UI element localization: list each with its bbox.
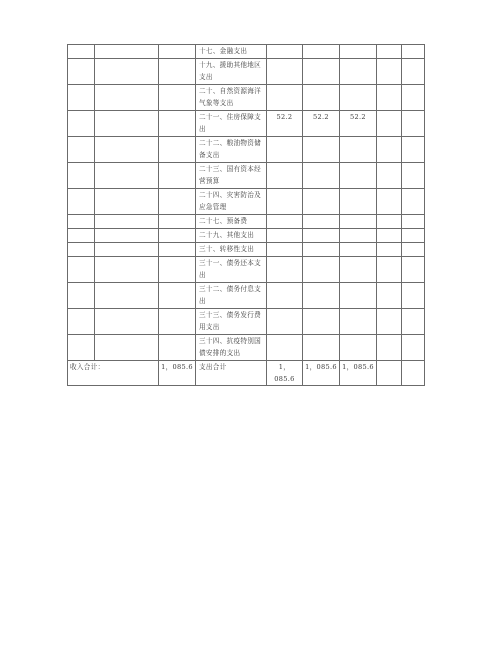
expense-value-3 bbox=[340, 283, 377, 309]
table-row bbox=[68, 309, 425, 335]
expense-value-2 bbox=[303, 283, 340, 309]
income-detail-cell bbox=[95, 215, 159, 229]
expense-item-label: 二十一、住房保障支出 bbox=[196, 111, 267, 137]
expense-value-1 bbox=[267, 283, 303, 309]
expense-value-3 bbox=[340, 85, 377, 111]
expense-item-label: 三十二、债务付息支出 bbox=[196, 283, 267, 309]
expense-value-1 bbox=[267, 309, 303, 335]
income-amount-cell bbox=[159, 45, 196, 59]
expense-value-3 bbox=[340, 215, 377, 229]
empty-cell bbox=[402, 283, 425, 309]
table-row bbox=[68, 163, 425, 189]
income-amount-cell bbox=[159, 257, 196, 283]
expense-value-1 bbox=[267, 215, 303, 229]
empty-cell bbox=[377, 85, 402, 111]
expense-value-2 bbox=[303, 243, 340, 257]
expense-total-value-1: 1，085.6 bbox=[267, 361, 303, 386]
table-row bbox=[68, 85, 425, 111]
table-row bbox=[68, 229, 425, 243]
income-amount-cell bbox=[159, 229, 196, 243]
empty-cell bbox=[377, 59, 402, 85]
expense-value-1 bbox=[267, 243, 303, 257]
table-row bbox=[68, 243, 425, 257]
expense-value-1 bbox=[267, 59, 303, 85]
expense-value-2 bbox=[303, 189, 340, 215]
empty-cell bbox=[402, 59, 425, 85]
income-total-label: 收入合计： bbox=[68, 361, 159, 386]
expense-value-2 bbox=[303, 163, 340, 189]
income-item-cell bbox=[68, 45, 95, 59]
expense-value-3 bbox=[340, 189, 377, 215]
income-detail-cell bbox=[95, 229, 159, 243]
table-row bbox=[68, 283, 425, 309]
expense-item-label: 三十三、债务发行费用支出 bbox=[196, 309, 267, 335]
expense-value-2: 52.2 bbox=[303, 111, 340, 137]
table-row bbox=[68, 257, 425, 283]
expense-item-label: 二十二、粮油物资储备支出 bbox=[196, 137, 267, 163]
income-amount-cell bbox=[159, 163, 196, 189]
income-item-cell bbox=[68, 335, 95, 361]
expense-value-3: 52.2 bbox=[340, 111, 377, 137]
expense-total-value-3: 1，085.6 bbox=[340, 361, 377, 386]
empty-cell bbox=[402, 309, 425, 335]
table-row bbox=[68, 59, 425, 85]
expense-value-2 bbox=[303, 257, 340, 283]
expense-value-3 bbox=[340, 59, 377, 85]
expense-value-2 bbox=[303, 229, 340, 243]
income-amount-cell bbox=[159, 215, 196, 229]
table-body bbox=[68, 45, 425, 386]
income-item-cell bbox=[68, 229, 95, 243]
expense-value-2 bbox=[303, 59, 340, 85]
income-amount-cell bbox=[159, 335, 196, 361]
income-amount-cell bbox=[159, 137, 196, 163]
expense-value-1 bbox=[267, 229, 303, 243]
empty-cell bbox=[377, 335, 402, 361]
empty-cell bbox=[377, 189, 402, 215]
income-amount-cell bbox=[159, 309, 196, 335]
income-detail-cell bbox=[95, 189, 159, 215]
empty-cell bbox=[402, 111, 425, 137]
total-row bbox=[68, 361, 425, 386]
table-row bbox=[68, 215, 425, 229]
expense-value-2 bbox=[303, 137, 340, 163]
expense-value-1 bbox=[267, 45, 303, 59]
income-detail-cell bbox=[95, 111, 159, 137]
income-detail-cell bbox=[95, 309, 159, 335]
income-detail-cell bbox=[95, 243, 159, 257]
empty-cell bbox=[377, 45, 402, 59]
empty-cell bbox=[377, 163, 402, 189]
income-detail-cell bbox=[95, 335, 159, 361]
expense-value-1: 52.2 bbox=[267, 111, 303, 137]
income-total-value: 1，085.6 bbox=[159, 361, 196, 386]
expense-value-1 bbox=[267, 189, 303, 215]
income-detail-cell bbox=[95, 163, 159, 189]
empty-cell bbox=[377, 309, 402, 335]
income-item-cell bbox=[68, 163, 95, 189]
expense-value-1 bbox=[267, 137, 303, 163]
expense-item-label: 二十七、预备费 bbox=[196, 215, 267, 229]
expense-value-1 bbox=[267, 85, 303, 111]
expense-value-3 bbox=[340, 137, 377, 163]
empty-cell bbox=[377, 111, 402, 137]
expense-value-3 bbox=[340, 309, 377, 335]
empty-cell bbox=[377, 243, 402, 257]
income-item-cell bbox=[68, 309, 95, 335]
income-item-cell bbox=[68, 189, 95, 215]
table-row bbox=[68, 111, 425, 137]
budget-table bbox=[67, 44, 425, 386]
expense-value-1 bbox=[267, 163, 303, 189]
empty-cell bbox=[377, 229, 402, 243]
table-row bbox=[68, 137, 425, 163]
expense-item-label: 二十三、国有资本经营预算 bbox=[196, 163, 267, 189]
income-amount-cell bbox=[159, 59, 196, 85]
empty-cell bbox=[402, 335, 425, 361]
income-detail-cell bbox=[95, 59, 159, 85]
empty-cell bbox=[377, 283, 402, 309]
expense-item-label: 二十九、其他支出 bbox=[196, 229, 267, 243]
expense-value-3 bbox=[340, 335, 377, 361]
empty-cell bbox=[402, 361, 425, 386]
empty-cell bbox=[402, 45, 425, 59]
empty-cell bbox=[377, 257, 402, 283]
income-amount-cell bbox=[159, 85, 196, 111]
income-item-cell bbox=[68, 111, 95, 137]
expense-total-value-2: 1，085.6 bbox=[303, 361, 340, 386]
income-detail-cell bbox=[95, 283, 159, 309]
income-amount-cell bbox=[159, 243, 196, 257]
income-detail-cell bbox=[95, 45, 159, 59]
expense-value-3 bbox=[340, 229, 377, 243]
income-item-cell bbox=[68, 59, 95, 85]
expense-value-2 bbox=[303, 85, 340, 111]
empty-cell bbox=[377, 137, 402, 163]
income-item-cell bbox=[68, 85, 95, 111]
income-item-cell bbox=[68, 137, 95, 163]
expense-value-3 bbox=[340, 45, 377, 59]
expense-value-3 bbox=[340, 257, 377, 283]
empty-cell bbox=[402, 257, 425, 283]
empty-cell bbox=[377, 215, 402, 229]
income-item-cell bbox=[68, 283, 95, 309]
expense-value-2 bbox=[303, 335, 340, 361]
income-amount-cell bbox=[159, 111, 196, 137]
empty-cell bbox=[402, 137, 425, 163]
expense-item-label: 二十、自然资源海洋气象等支出 bbox=[196, 85, 267, 111]
empty-cell bbox=[402, 243, 425, 257]
table-row bbox=[68, 45, 425, 59]
expense-value-1 bbox=[267, 257, 303, 283]
empty-cell bbox=[402, 85, 425, 111]
expense-item-label: 十七、金融支出 bbox=[196, 45, 267, 59]
expense-value-1 bbox=[267, 335, 303, 361]
income-item-cell bbox=[68, 257, 95, 283]
income-item-cell bbox=[68, 243, 95, 257]
income-detail-cell bbox=[95, 137, 159, 163]
expense-item-label: 三十四、抗疫特别国债安排的支出 bbox=[196, 335, 267, 361]
expense-total-label: 支出合计 bbox=[196, 361, 267, 386]
expense-value-2 bbox=[303, 309, 340, 335]
table-row bbox=[68, 189, 425, 215]
expense-value-3 bbox=[340, 243, 377, 257]
income-amount-cell bbox=[159, 283, 196, 309]
expense-item-label: 三十、转移性支出 bbox=[196, 243, 267, 257]
expense-value-3 bbox=[340, 163, 377, 189]
table-row bbox=[68, 335, 425, 361]
expense-item-label: 三十一、债务还本支出 bbox=[196, 257, 267, 283]
empty-cell bbox=[402, 163, 425, 189]
expense-value-2 bbox=[303, 215, 340, 229]
empty-cell bbox=[402, 189, 425, 215]
income-amount-cell bbox=[159, 189, 196, 215]
empty-cell bbox=[377, 361, 402, 386]
income-item-cell bbox=[68, 215, 95, 229]
expense-value-2 bbox=[303, 45, 340, 59]
expense-item-label: 二十四、灾害防治及应急管理 bbox=[196, 189, 267, 215]
income-detail-cell bbox=[95, 257, 159, 283]
expense-item-label: 十九、援助其他地区支出 bbox=[196, 59, 267, 85]
empty-cell bbox=[402, 215, 425, 229]
income-detail-cell bbox=[95, 85, 159, 111]
empty-cell bbox=[402, 229, 425, 243]
